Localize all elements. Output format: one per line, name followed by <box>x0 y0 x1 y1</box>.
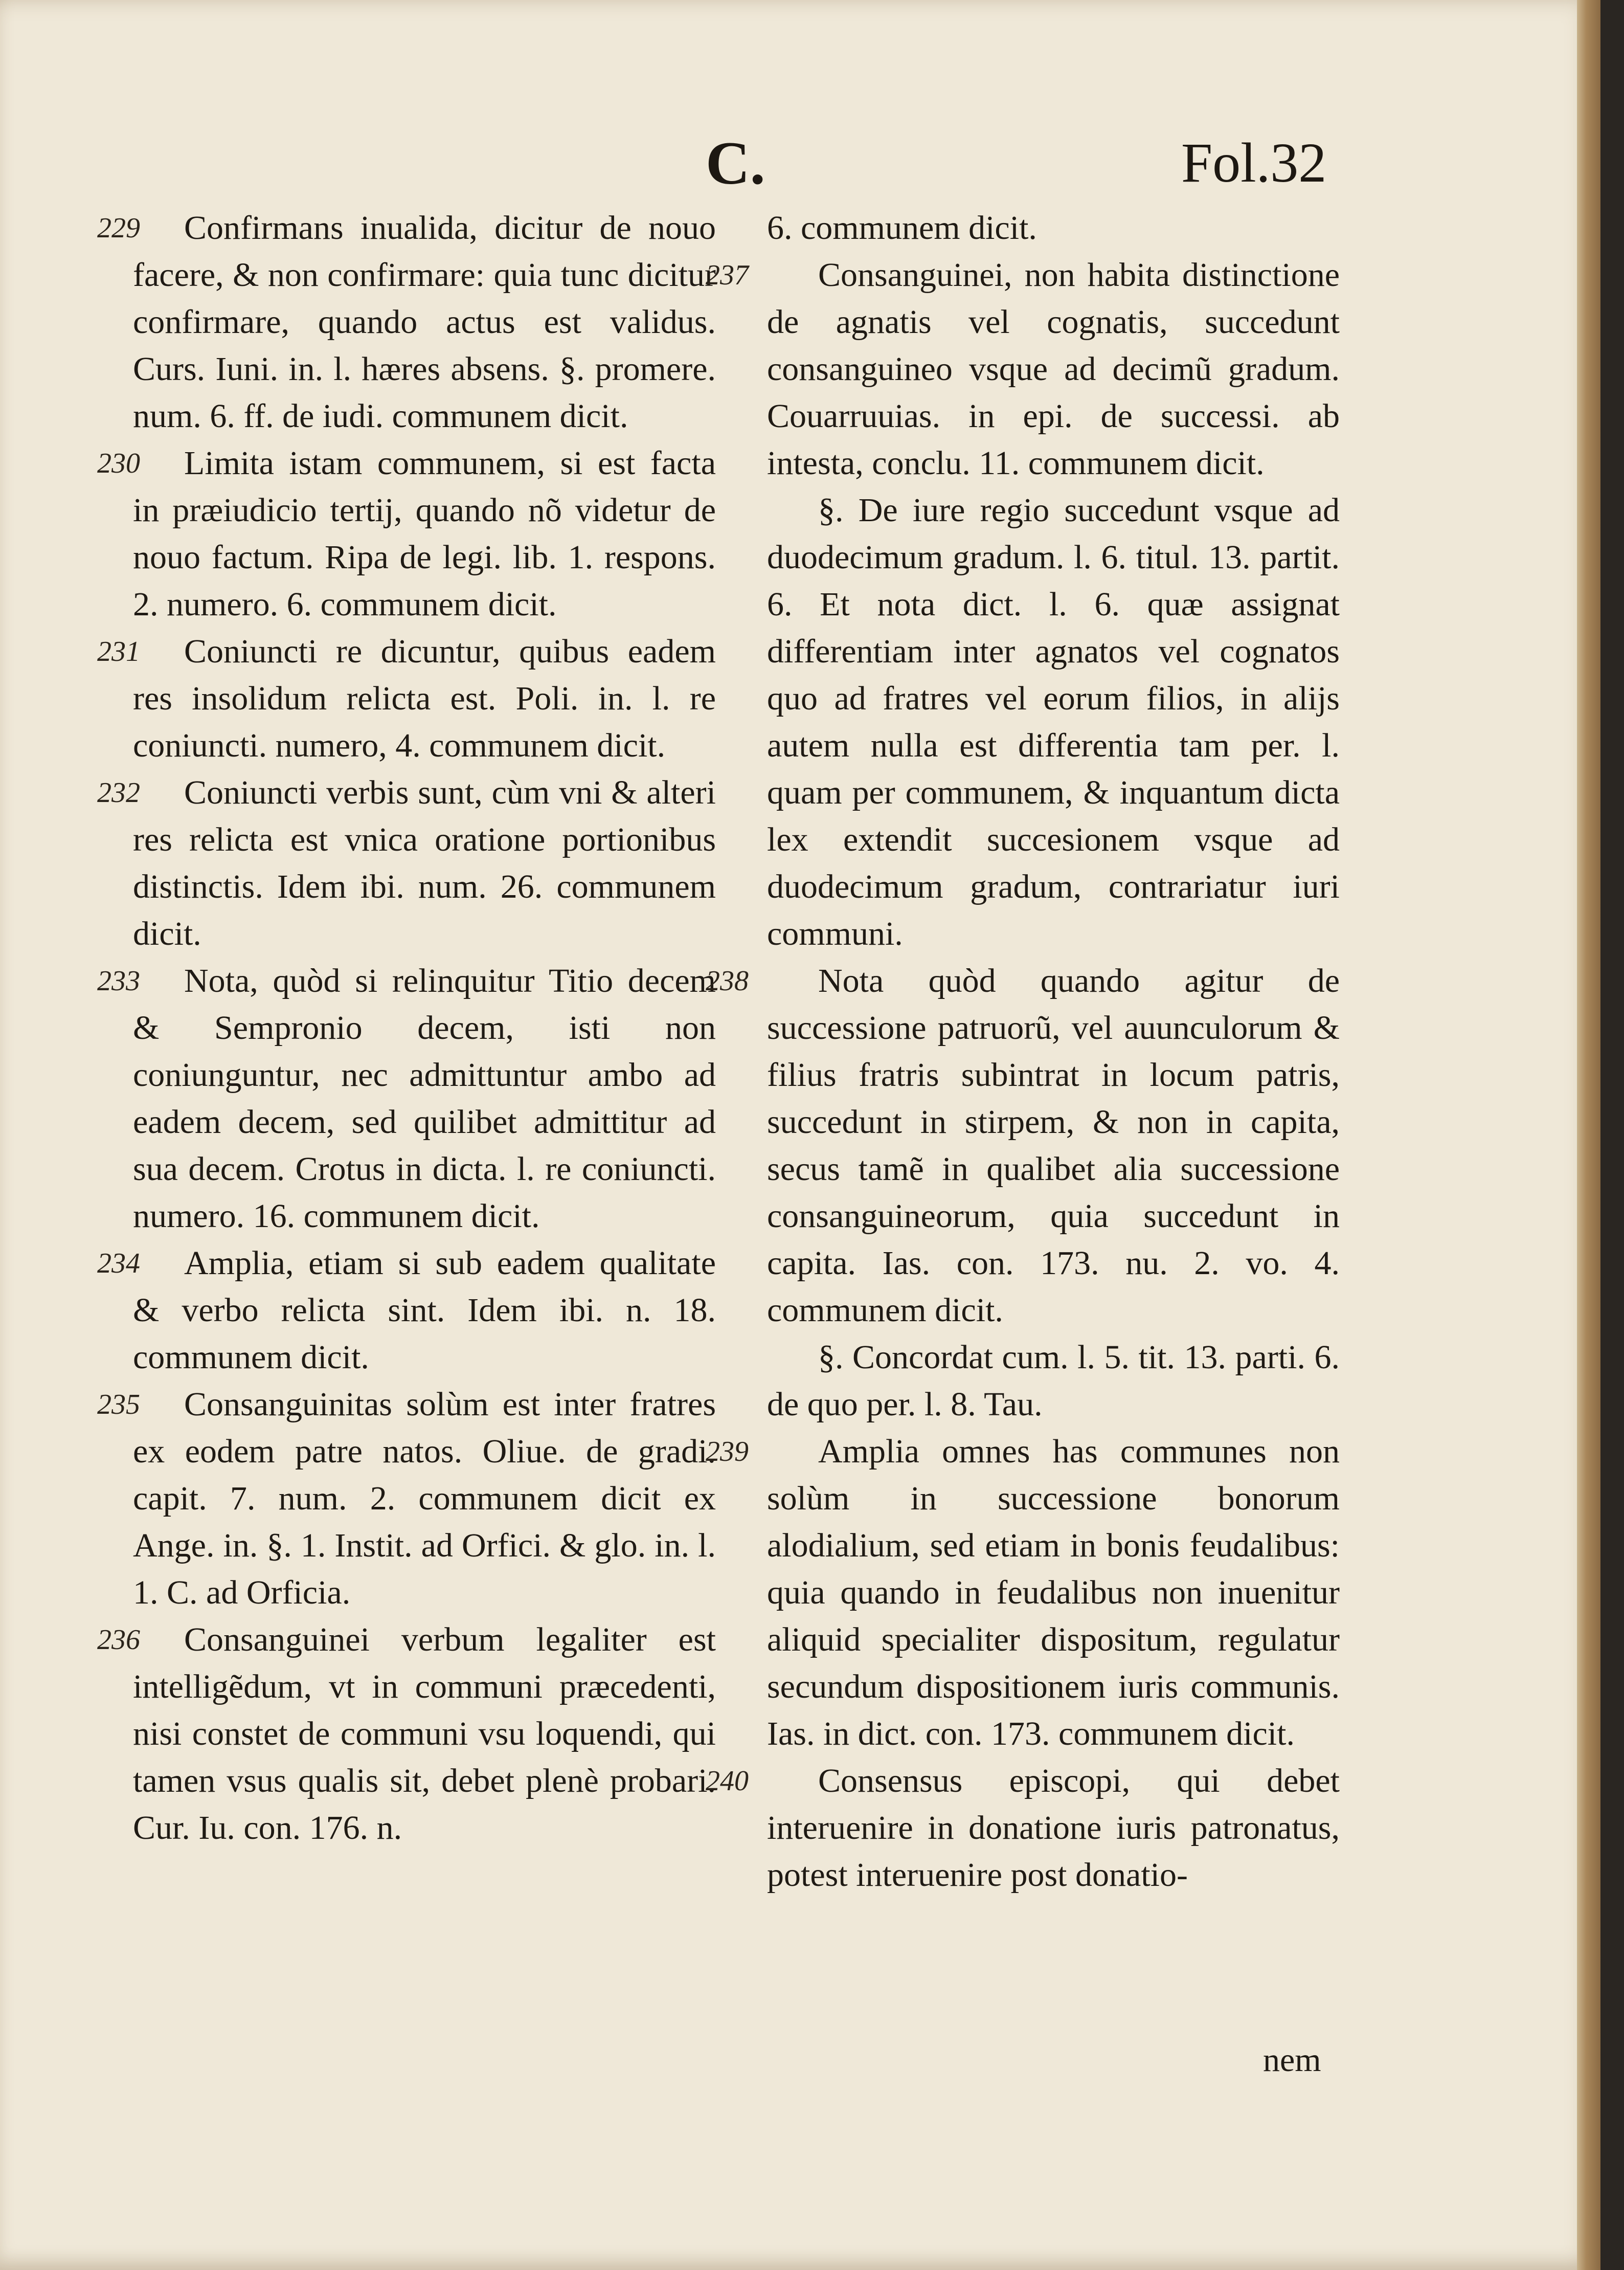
entry-238-concordat <box>706 1334 1340 1428</box>
entry-number: 238 <box>706 965 749 997</box>
entry-text: §. De iure regio succedunt vsque ad duodecimum gradum. l. 6. titul. 13. partit. 6. Et nota dict. l. 6. quæ assignat differentiam inter agnatos vel cognatos quo ad fratres vel eorum filios, in alijs autem nulla est differentia tam per. l. quam per communem, & inquantum dicta lex extendit succesionem vsque ad duodecimum gradum, contrariatur iuri communi. <box>767 492 1340 952</box>
entry-text: Consanguinitas solùm est inter fratres ex eodem patre natos. Oliue. de gradi. capit. 7. num. 2. communem dicit ex Ange. in. §. 1. Instit. ad Orfici. & glo. in. l. 1. C. ad Orficia. <box>133 1386 716 1611</box>
entry-number: 231 <box>97 636 140 667</box>
entry-236-continued <box>706 205 1340 252</box>
page-edge <box>1577 0 1600 2270</box>
entry-number: 234 <box>97 1248 140 1279</box>
entry-number: 232 <box>97 777 140 809</box>
entry-number: 236 <box>97 1624 140 1656</box>
entry-text: Nota, quòd si relinquitur Titio decem & Sempronio decem, isti non coniunguntur, nec admittuntur ambo ad eadem decem, sed quilibet admittitur ad sua decem. Crotus in dicta. l. re coniuncti. numero. 16. communem dicit. <box>133 962 716 1235</box>
right-column <box>706 205 1340 1899</box>
entry-text: Amplia, etiam si sub eadem qualitate & verbo relicta sint. Idem ibi. n. 18. communem dicit. <box>133 1244 716 1376</box>
entry-number: 237 <box>706 259 749 291</box>
entry-number: 229 <box>97 212 140 244</box>
entry-text: Limita istam communem, si est facta in præiudicio tertij, quando nõ videtur de nouo factum. Ripa de legi. lib. 1. respons. 2. numero. 6. communem dicit. <box>133 444 716 623</box>
entry-237 <box>706 252 1340 487</box>
entry-text: Confirmans inualida, dicitur de nouo facere, & non confirmare: quia tunc dicitur confirmare, quando actus est validus. Curs. Iuni. in. l. hæres absens. §. promere. num. 6. ff. de iudi. communem dicit. <box>133 209 716 435</box>
entry-232 <box>97 769 716 958</box>
entry-text: Amplia omnes has communes non solùm in successione bonorum alodialium, sed etiam in bonis feudalibus: quia quando in feudalibus non inuenitur aliquid specialiter dispositum, regulatur secundum dispositionem iuris communis. Ias. in dict. con. 173. communem dicit. <box>767 1433 1340 1752</box>
entry-number: 240 <box>706 1765 749 1797</box>
entry-number: 230 <box>97 448 140 479</box>
entry-text: 6. communem dicit. <box>767 209 1037 247</box>
entry-number: 233 <box>97 965 140 997</box>
entry-text: §. Concordat cum. l. 5. tit. 13. parti. 6. de quo per. l. 8. Tau. <box>767 1339 1340 1423</box>
entry-231 <box>97 628 716 769</box>
entry-text: Consanguinei, non habita distinctione de agnatis vel cognatis, succedunt consanguineo vsque ad decimũ gradum. Couarruuias. in epi. de successi. ab intesta, conclu. 11. communem dicit. <box>767 256 1340 482</box>
entry-237-regio <box>706 487 1340 958</box>
left-column <box>97 205 716 1852</box>
entry-240 <box>706 1757 1340 1899</box>
entry-238 <box>706 958 1340 1334</box>
entry-230 <box>97 440 716 628</box>
entry-number: 239 <box>706 1436 749 1467</box>
entry-229 <box>97 205 716 440</box>
entry-text: Consensus episcopi, qui debet interuenire in donatione iuris patronatus, potest interuenire post donatio- <box>767 1762 1340 1894</box>
folio-number: Fol.32 <box>1181 131 1327 194</box>
entry-text: Consanguinei verbum legaliter est intelligẽdum, vt in communi præcedenti, nisi constet de communi vsu loquendi, qui tamen vsus qualis sit, debet plenè probari. Cur. Iu. con. 176. n. <box>133 1621 716 1846</box>
entry-number: 235 <box>97 1389 140 1420</box>
entry-text: Coniuncti re dicuntur, quibus eadem res insolidum relicta est. Poli. in. l. re coniuncti. numero, 4. communem dicit. <box>133 633 716 764</box>
section-letter: C. <box>706 129 765 197</box>
entry-text: Nota quòd quando agitur de successione patruorũ, vel auunculorum & filius fratris subintrat in locum patris, succedunt in stirpem, & non in capita, secus tamẽ in qualibet alia successione consanguineorum, quia succedunt in capita. Ias. con. 173. nu. 2. vo. 4. communem dicit. <box>767 962 1340 1329</box>
entry-234 <box>97 1240 716 1381</box>
entry-236 <box>97 1616 716 1852</box>
entry-text: Coniuncti verbis sunt, cùm vni & alteri res relicta est vnica oratione portionibus distinctis. Idem ibi. num. 26. communem dicit. <box>133 774 716 952</box>
entry-239 <box>706 1428 1340 1757</box>
entry-233 <box>97 958 716 1240</box>
entry-235 <box>97 1381 716 1616</box>
catchword: nem <box>1263 2041 1321 2079</box>
